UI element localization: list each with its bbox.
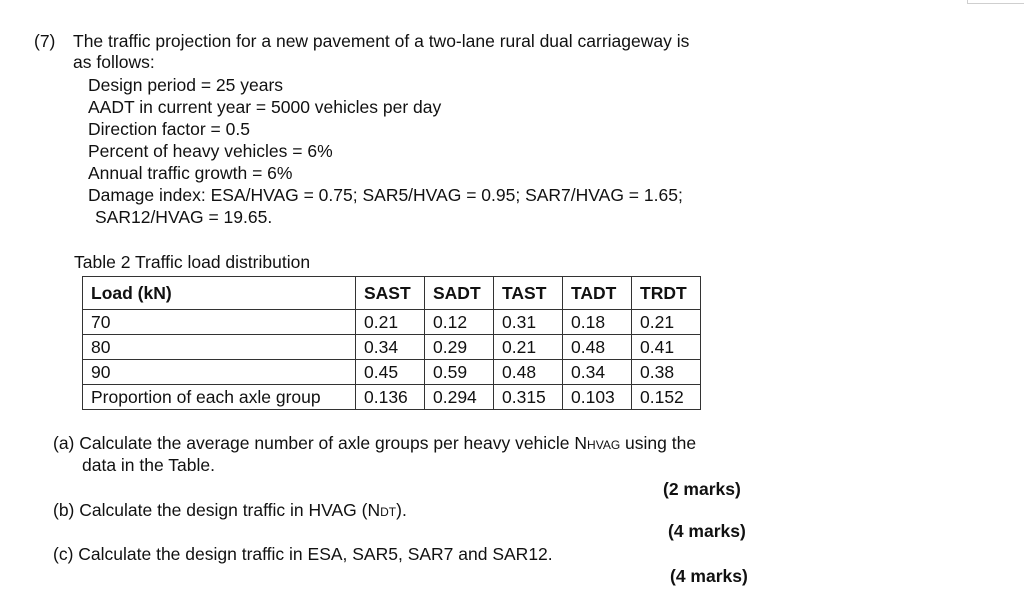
page-corner-mark — [967, 0, 1024, 4]
table-cell: 0.315 — [494, 385, 563, 410]
question-intro-line-2: as follows: — [73, 52, 155, 72]
given-heavy-vehicles: Percent of heavy vehicles = 6% — [88, 141, 333, 161]
table-cell: 0.12 — [425, 310, 494, 335]
table-cell: 0.45 — [356, 360, 425, 385]
table-row — [83, 360, 701, 385]
table-cell: 0.294 — [425, 385, 494, 410]
table-header-trdt: TRDT — [632, 277, 701, 310]
traffic-load-table — [82, 276, 701, 410]
table-cell: 0.41 — [632, 335, 701, 360]
table-header-sast: SAST — [356, 277, 425, 310]
table-cell: 0.136 — [356, 385, 425, 410]
table-cell: 0.21 — [494, 335, 563, 360]
question-intro-line-1: The traffic projection for a new pavement of a two-lane rural dual carriageway is — [73, 31, 690, 51]
part-a-text-end: using the — [620, 433, 697, 453]
part-b-subscript: DT — [380, 505, 397, 519]
table-cell: 0.38 — [632, 360, 701, 385]
part-b-marks: (4 marks) — [668, 521, 746, 541]
question-number: (7) — [34, 31, 56, 51]
given-direction-factor: Direction factor = 0.5 — [88, 119, 250, 139]
part-a-line-2: data in the Table. — [82, 455, 215, 475]
table-cell-load: 70 — [83, 310, 356, 335]
table-cell: 0.152 — [632, 385, 701, 410]
table-cell-load: 90 — [83, 360, 356, 385]
given-aadt: AADT in current year = 5000 vehicles per day — [88, 97, 442, 117]
given-data-list — [88, 74, 683, 228]
table-cell: 0.18 — [563, 310, 632, 335]
table-header-sadt: SADT — [425, 277, 494, 310]
table-cell: 0.48 — [494, 360, 563, 385]
given-design-period: Design period = 25 years — [88, 75, 284, 95]
part-c: (c) Calculate the design traffic in ESA, SAR5, SAR7 and SAR12. — [53, 544, 553, 564]
given-damage-index: Damage index: ESA/HVAG = 0.75; SAR5/HVAG = 0.95; SAR7/HVAG = 1.65; — [88, 185, 683, 205]
table-cell: 0.34 — [563, 360, 632, 385]
part-b-text: (b) Calculate the design traffic in HVAG (N — [53, 500, 381, 520]
part-a-line-1 — [53, 433, 696, 456]
table-cell: 0.34 — [356, 335, 425, 360]
table-cell: 0.59 — [425, 360, 494, 385]
table-cell: 0.31 — [494, 310, 563, 335]
part-b — [53, 500, 407, 523]
part-a-marks: (2 marks) — [663, 479, 741, 499]
table-cell: 0.103 — [563, 385, 632, 410]
given-growth: Annual traffic growth = 6% — [88, 163, 293, 183]
part-a-text: (a) Calculate the average number of axle groups per heavy vehicle N — [53, 433, 588, 453]
given-damage-index-cont: SAR12/HVAG = 19.65. — [95, 207, 273, 227]
table-header-load: Load (kN) — [83, 277, 356, 310]
table-header-tast: TAST — [494, 277, 563, 310]
table-header-tadt: TADT — [563, 277, 632, 310]
table-row — [83, 335, 701, 360]
table-cell-load: 80 — [83, 335, 356, 360]
table-cell: 0.21 — [632, 310, 701, 335]
part-c-marks: (4 marks) — [670, 566, 748, 586]
part-a-subscript: HVAG — [587, 438, 621, 452]
table-row — [83, 310, 701, 335]
table-cell: 0.21 — [356, 310, 425, 335]
table-caption: Table 2 Traffic load distribution — [74, 252, 311, 272]
table-cell-load: Proportion of each axle group — [83, 385, 356, 410]
table-header-row — [83, 277, 701, 310]
table-cell: 0.48 — [563, 335, 632, 360]
table-row-proportion — [83, 385, 701, 410]
table-cell: 0.29 — [425, 335, 494, 360]
part-b-text-end: ). — [396, 500, 407, 520]
